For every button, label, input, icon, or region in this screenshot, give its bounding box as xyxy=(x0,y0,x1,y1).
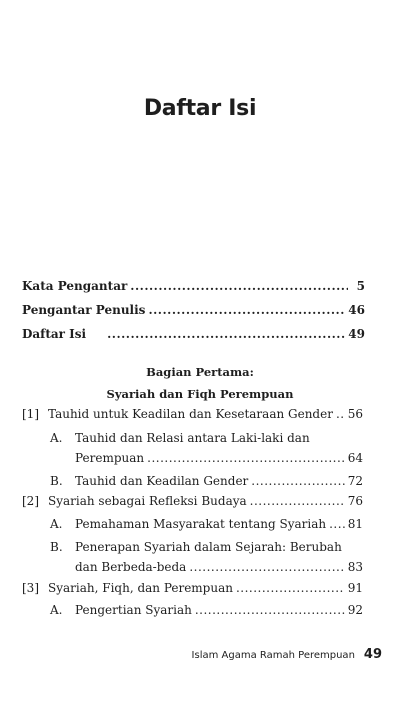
toc-chapter[interactable] xyxy=(48,406,363,422)
toc-entry-label: Daftar Isi xyxy=(22,327,87,341)
dot-leader xyxy=(148,302,345,318)
dot-leader xyxy=(189,559,344,575)
dot-leader xyxy=(147,450,345,466)
toc-chapter-label: Tauhid untuk Keadilan dan Kesetaraan Gender xyxy=(48,407,333,421)
toc-entry[interactable] xyxy=(22,302,365,318)
dot-leader xyxy=(251,473,344,489)
page-title: Daftar Isi xyxy=(143,96,257,121)
toc-subsection-label: Perempuan xyxy=(75,451,145,465)
toc-subsection-label: dan Berbeda-beda xyxy=(75,560,187,574)
toc-entry-page: 46 xyxy=(348,303,365,317)
part-subheading: Syariah dan Fiqh Perempuan xyxy=(106,387,294,401)
toc-subsection-label: Tauhid dan Keadilan Gender xyxy=(75,474,249,488)
dot-leader xyxy=(236,580,345,596)
toc-subsection-page: 83 xyxy=(347,560,363,574)
toc-entry-label: Pengantar Penulis xyxy=(22,303,146,317)
toc-subsection[interactable] xyxy=(75,473,363,489)
toc-subsection[interactable] xyxy=(75,602,363,618)
dot-leader xyxy=(329,516,345,532)
subsection-letter: B. xyxy=(50,540,63,554)
toc-subsection[interactable] xyxy=(75,559,363,575)
dot-leader xyxy=(107,326,345,342)
chapter-marker: [1] xyxy=(22,407,39,421)
chapter-marker: [3] xyxy=(22,581,39,595)
toc-subsection-label: Pengertian Syariah xyxy=(75,603,192,617)
part-heading: Bagian Pertama: xyxy=(146,365,254,379)
toc-entry-page: 5 xyxy=(356,279,365,293)
toc-subsection-page: 64 xyxy=(347,451,363,465)
toc-chapter-label: Syariah sebagai Refleksi Budaya xyxy=(48,494,247,508)
subsection-letter: B. xyxy=(50,474,63,488)
toc-entry-page: 49 xyxy=(348,327,365,341)
running-footer-title: Islam Agama Ramah Perempuan xyxy=(191,650,355,661)
toc-subsection-line[interactable]: Tauhid dan Relasi antara Laki-laki dan xyxy=(75,431,310,445)
toc-entry[interactable] xyxy=(22,326,365,342)
dot-leader xyxy=(130,278,348,294)
toc-subsection[interactable] xyxy=(75,516,363,532)
page-number: 49 xyxy=(363,647,382,662)
dot-leader xyxy=(195,602,345,618)
toc-chapter-page: 56 xyxy=(347,407,363,421)
dot-leader xyxy=(336,406,345,422)
dot-leader xyxy=(250,493,345,509)
toc-subsection-label: Pemahaman Masyarakat tentang Syariah xyxy=(75,517,327,531)
chapter-marker: [2] xyxy=(22,494,39,508)
toc-subsection-page: 92 xyxy=(347,603,363,617)
toc-chapter[interactable] xyxy=(48,493,363,509)
toc-chapter-page: 76 xyxy=(347,494,363,508)
page-footer xyxy=(192,647,382,662)
toc-subsection[interactable] xyxy=(75,450,363,466)
subsection-letter: A. xyxy=(50,517,63,531)
subsection-letter: A. xyxy=(50,603,63,617)
toc-subsection-line[interactable]: Penerapan Syariah dalam Sejarah: Berubah xyxy=(75,540,342,554)
toc-chapter-label: Syariah, Fiqh, dan Perempuan xyxy=(48,581,233,595)
toc-chapter[interactable] xyxy=(48,580,363,596)
toc-subsection-page: 72 xyxy=(347,474,363,488)
toc-chapter-page: 91 xyxy=(347,581,363,595)
subsection-letter: A. xyxy=(50,431,63,445)
toc-entry-label: Kata Pengantar xyxy=(22,279,128,293)
toc-entry[interactable] xyxy=(22,278,365,294)
toc-subsection-page: 81 xyxy=(347,517,363,531)
